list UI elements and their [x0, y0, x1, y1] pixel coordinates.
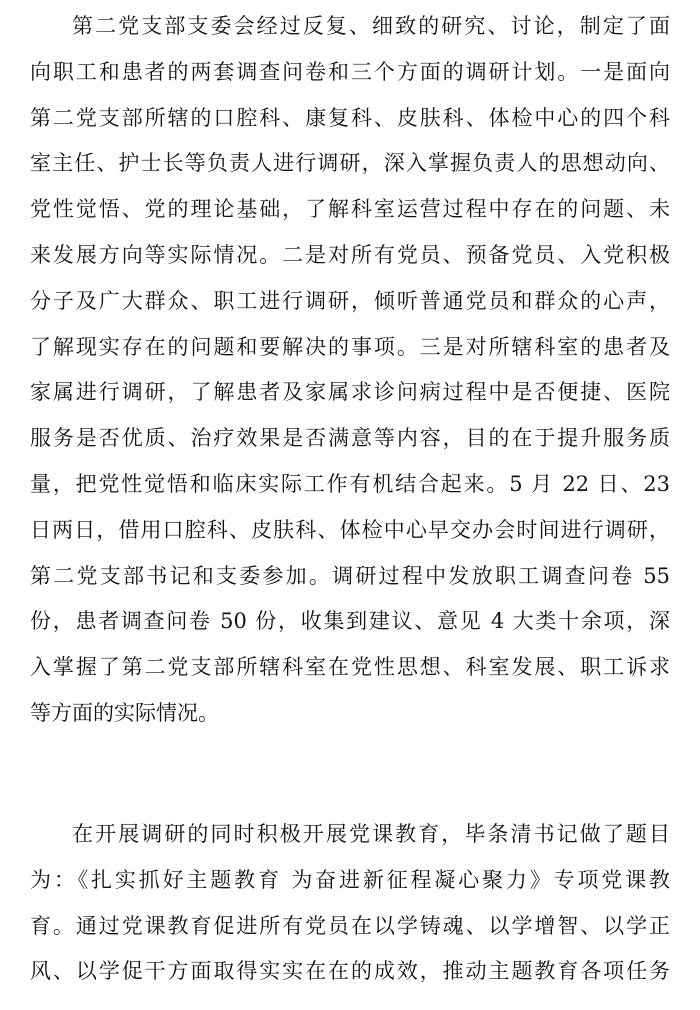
- text-line: 风、以学促干方面取得实实在在的成效，推动主题教育各项任务: [30, 959, 670, 984]
- paragraph-party-lesson: [30, 812, 670, 995]
- text-line: 入掌握了第二党支部所辖科室在党性思想、科室发展、职工诉求: [30, 655, 670, 680]
- text-line: 份，患者调查问卷 50 份，收集到建议、意见 4 大类十余项，深: [30, 609, 670, 634]
- text-line: 在开展调研的同时积极开展党课教育，毕条清书记做了题目: [72, 822, 670, 846]
- paragraph-research-plan: [30, 4, 670, 737]
- text-line: 来发展方向等实际情况。二是对所有党员、预备党员、入党积极: [30, 242, 670, 267]
- text-line: 日两日，借用口腔科、皮肤科、体检中心早交办会时间进行调研，: [30, 517, 670, 542]
- text-line: 室主任、护士长等负责人进行调研，深入掌握负责人的思想动向、: [30, 151, 670, 176]
- text-line: 为：《扎实抓好主题教育 为奋进新征程凝心聚力》专项党课教: [30, 867, 670, 892]
- text-line: 分子及广大群众、职工进行调研，倾听普通党员和群众的心声，: [30, 288, 670, 313]
- text-line: 等方面的实际情况。: [30, 700, 219, 725]
- text-line: 党性觉悟、党的理论基础，了解科室运营过程中存在的问题、未: [30, 197, 670, 222]
- text-line: 家属进行调研，了解患者及家属求诊问病过程中是否便捷、医院: [30, 380, 670, 405]
- text-line: 第二党支部支委会经过反复、细致的研究、讨论，制定了面: [72, 14, 670, 38]
- text-line: 育。通过党课教育促进所有党员在以学铸魂、以学增智、以学正: [30, 913, 670, 938]
- text-line: 第二党支部书记和支委参加。调研过程中发放职工调查问卷 55: [30, 563, 670, 588]
- text-line: 第二党支部所辖的口腔科、康复科、皮肤科、体检中心的四个科: [30, 105, 670, 130]
- text-line: 量，把党性觉悟和临床实际工作有机结合起来。5 月 22 日、23: [30, 471, 670, 496]
- text-line: 服务是否优质、治疗效果是否满意等内容，目的在于提升服务质: [30, 426, 670, 451]
- text-line: 向职工和患者的两套调查问卷和三个方面的调研计划。一是面向: [30, 59, 670, 84]
- text-line: 了解现实存在的问题和要解决的事项。三是对所辖科室的患者及: [30, 334, 670, 359]
